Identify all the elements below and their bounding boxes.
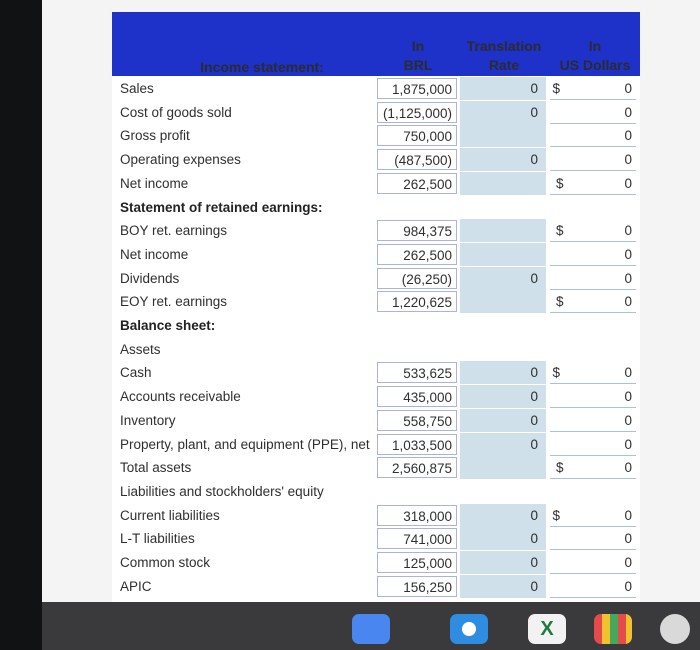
usd-value: 0 [624,531,632,547]
brl-value: 435,000 [403,390,452,406]
table-row [112,409,640,432]
usd-value: 0 [624,365,632,381]
rate-value: 0 [530,507,538,523]
brl-cell[interactable] [377,528,457,549]
usd-value: 0 [624,104,632,120]
brl-value: (487,500) [394,153,452,169]
table-row [112,338,640,361]
usd-value: 0 [624,460,632,476]
usd-cell[interactable] [550,409,636,432]
row-label: Common stock [120,555,211,570]
table-row [112,480,640,503]
row-label: Sales [120,81,154,96]
table-row [112,267,640,290]
table-row [112,196,640,219]
brl-value: 750,000 [403,129,452,145]
brl-header-line2: BRL [403,57,433,73]
rate-value: 0 [530,152,538,168]
table-row [112,433,640,456]
screen [42,0,700,602]
row-label: Statement of retained earnings: [120,199,323,215]
rate-value: 0 [530,389,538,405]
rate-value: 0 [530,531,538,547]
row-label: Operating expenses [120,152,241,168]
usd-cell[interactable] [550,172,636,195]
brl-value: 984,375 [403,224,452,240]
row-label: Gross profit [120,128,190,144]
row-label: Current liabilities [120,507,220,523]
dollar-sign: $ [552,365,560,381]
rate-header-line2: Rate [488,57,520,73]
usd-value: 0 [624,412,632,428]
table-row [112,361,640,384]
row-label: BOY ret. earnings [120,223,228,239]
usd-value: 0 [624,152,632,168]
rate-cell[interactable] [460,361,560,384]
rate-value: 0 [530,104,538,120]
rate-cell[interactable] [460,290,546,313]
table-row [112,527,640,550]
brl-value: 1,220,625 [391,295,452,311]
rate-value: 0 [530,436,538,452]
usd-cell[interactable] [550,124,636,147]
keynote-icon[interactable] [352,614,390,644]
row-label: APIC [120,578,152,594]
usd-cell[interactable] [550,551,636,574]
rate-cell[interactable] [460,219,546,242]
brl-cell[interactable] [377,291,457,312]
table-row [112,124,640,147]
dollar-sign: $ [556,294,564,310]
brl-value: 262,500 [403,176,452,192]
table-row [112,290,640,313]
usd-cell[interactable] [550,267,636,290]
usd-value: 0 [624,578,632,594]
brl-cell[interactable] [377,268,457,289]
screen-bezel [0,0,42,650]
brl-cell[interactable] [377,386,457,407]
brl-value: 1,875,000 [391,82,452,97]
brl-cell[interactable] [377,173,457,194]
table-row [112,77,640,100]
row-label: Total assets [120,460,192,476]
rate-cell[interactable] [460,243,546,266]
usd-cell[interactable] [550,243,636,266]
row-label: Liabilities and stockholders' equity [120,483,324,499]
chrome-icon[interactable] [660,614,690,644]
rate-cell[interactable] [460,385,546,408]
brl-value: 1,033,500 [391,437,452,453]
row-label: Cost of goods sold [120,104,232,120]
table-row [112,172,640,195]
rate-value: 0 [530,270,538,286]
dollar-sign: $ [552,507,560,523]
row-label: Balance sheet: [120,318,216,333]
brl-cell[interactable] [377,102,457,123]
row-label: Property, plant, and equipment (PPE), net [120,436,370,452]
rate-value: 0 [530,412,538,428]
brl-value: 558,750 [403,413,452,429]
usd-cell[interactable] [550,219,636,242]
usd-cell[interactable] [550,77,636,100]
table-row [112,551,640,574]
rate-value: 0 [530,81,538,96]
brl-value: 156,250 [403,579,452,595]
brl-cell[interactable] [377,220,457,241]
table-row [112,575,640,598]
dollar-sign: $ [552,81,560,96]
rate-cell[interactable] [460,124,546,147]
rate-cell[interactable] [460,267,546,290]
rate-cell[interactable] [460,433,546,456]
rate-cell[interactable] [460,504,560,527]
rate-cell[interactable] [460,101,546,124]
usd-value: 0 [624,246,632,262]
table-row [112,219,640,242]
row-label: Dividends [120,270,180,286]
usd-cell[interactable] [550,290,636,313]
brl-cell[interactable] [377,125,457,146]
usd-header-line2: US Dollars [559,57,631,73]
rate-cell[interactable] [460,172,546,195]
brl-value: 533,625 [403,366,452,382]
row-label: Accounts receivable [120,389,241,405]
usd-cell[interactable] [550,101,636,124]
rate-cell[interactable] [460,551,546,574]
row-label: Inventory [120,412,176,428]
usd-cell[interactable] [550,385,636,408]
table-row [112,385,640,408]
rate-value: 0 [530,555,538,570]
excel-icon[interactable] [528,614,566,644]
usd-value: 0 [624,81,632,96]
dollar-sign: $ [556,175,564,191]
usd-cell[interactable] [550,433,636,456]
usd-cell[interactable] [550,148,636,171]
rate-cell[interactable] [460,575,546,598]
rate-cell[interactable] [460,77,560,100]
brl-value: 741,000 [403,532,452,548]
brl-value: 318,000 [403,508,452,524]
brl-cell[interactable] [377,505,457,526]
usd-value: 0 [624,175,632,191]
usd-value: 0 [624,507,632,523]
usd-value: 0 [624,294,632,310]
usd-cell[interactable] [550,456,636,479]
rate-cell[interactable] [460,456,546,479]
table-row [112,504,640,527]
dollar-sign: $ [556,460,564,476]
brl-cell[interactable] [377,576,457,597]
dollar-sign: $ [556,223,564,239]
usd-cell[interactable] [550,575,636,598]
brl-cell[interactable] [377,434,457,455]
row-label: Cash [120,365,152,381]
brl-value: 125,000 [403,556,452,571]
brl-value: (26,250) [401,271,452,287]
table-row [112,243,640,266]
usd-header-line1: In [588,38,602,54]
table-row [112,456,640,479]
table-row [112,148,640,171]
usd-cell[interactable] [550,361,636,384]
excel-glyph: X [540,618,554,640]
brl-cell[interactable] [377,244,457,265]
row-label: Net income [120,175,189,191]
rate-value: 0 [530,578,538,594]
brl-cell[interactable] [377,410,457,431]
income-statement-heading: Income statement: [200,59,324,75]
dock [42,602,700,650]
rate-cell[interactable] [460,527,546,550]
brl-cell[interactable] [377,362,457,383]
rate-cell[interactable] [460,148,546,171]
brl-cell[interactable] [377,78,457,99]
brl-header-line1: In [411,38,425,54]
table-row [112,101,640,124]
table-row [112,314,640,337]
rate-value: 0 [530,365,538,381]
rate-cell[interactable] [460,409,546,432]
brl-value: 262,500 [403,247,452,263]
row-label: EOY ret. earnings [120,294,228,310]
calendar-icon[interactable] [594,614,632,644]
usd-cell[interactable] [550,527,636,550]
row-label: Assets [120,341,161,357]
spreadsheet [112,12,640,602]
rate-header-line1: Translation [466,38,542,54]
usd-value: 0 [624,128,632,144]
usd-value: 0 [624,270,632,286]
brl-value: (1,125,000) [382,105,452,121]
safari-icon[interactable] [450,614,488,644]
row-label: L-T liabilities [120,531,195,547]
usd-value: 0 [624,389,632,405]
row-label: Net income [120,246,189,262]
usd-cell[interactable] [550,504,636,527]
usd-value: 0 [624,555,632,570]
brl-value: 2,560,875 [391,461,452,477]
usd-value: 0 [624,223,632,239]
brl-cell[interactable] [377,149,457,170]
usd-value: 0 [624,436,632,452]
brl-cell[interactable] [377,552,457,573]
brl-cell[interactable] [377,457,457,478]
